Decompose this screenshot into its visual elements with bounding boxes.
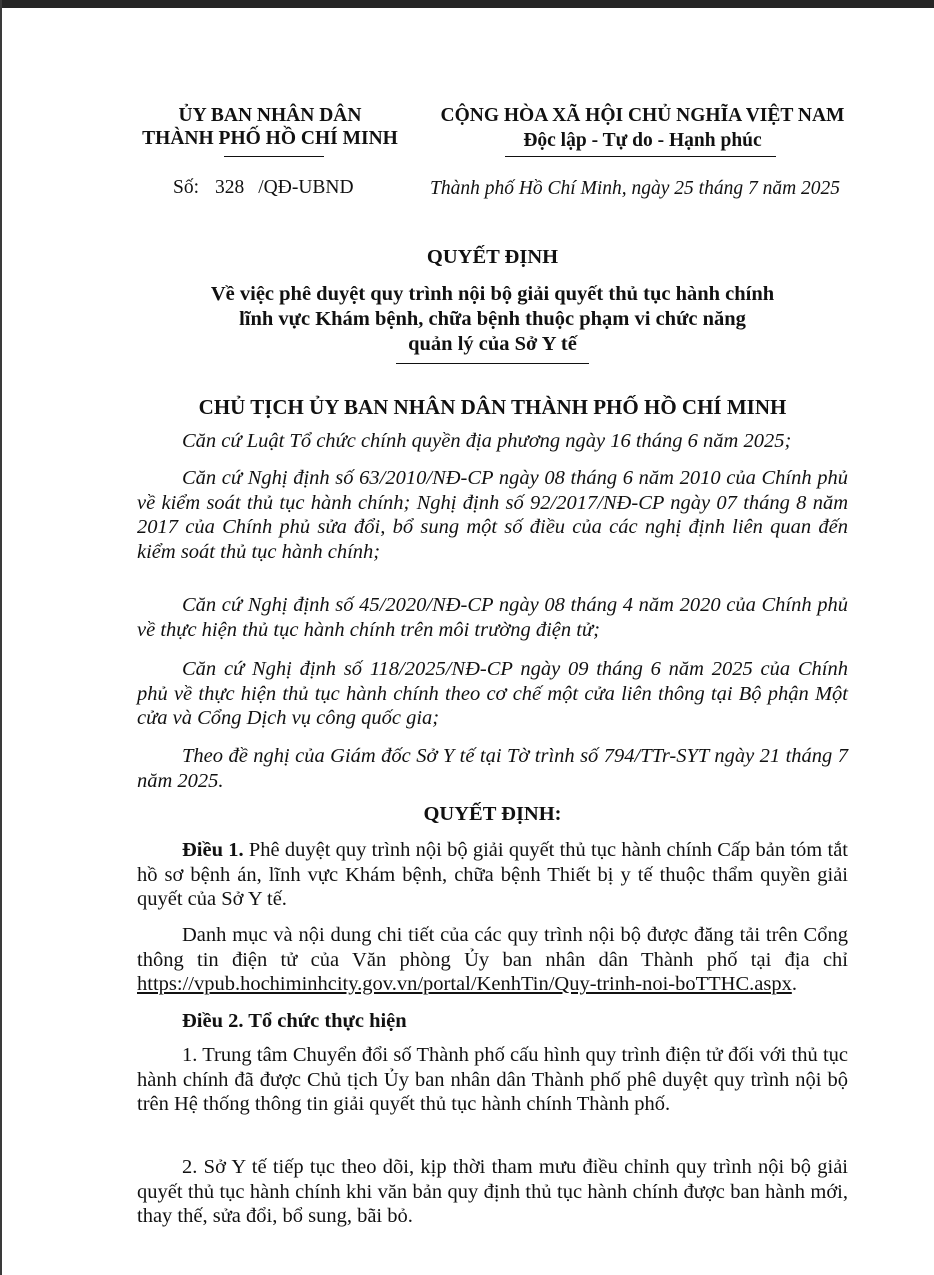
window-top-border	[0, 0, 934, 8]
subject-line-1: Về việc phê duyệt quy trình nội bộ giải quyết thủ tục hành chính	[210, 283, 775, 305]
doc-number: 328	[215, 177, 245, 198]
article-1-para2-text: Danh mục và nội dung chi tiết của các quy trình nội bộ được đăng tải trên Cổng thông tin điện tử của Văn phòng Ủy ban nhân dân Thành phố tại địa chỉ	[137, 924, 848, 971]
decision-heading: QUYẾT ĐỊNH:	[423, 803, 562, 825]
window-left-border	[0, 0, 2, 1275]
article-2-item-1: 1. Trung tâm Chuyển đổi số Thành phố cấu hình quy trình điện tử đối với thủ tục hành chính đã được Chủ tịch Ủy ban nhân dân Thành phố phê duyệt quy trình nội bộ trên Hệ thống thông tin giải quyết thủ tục hành chính Thành phố.	[137, 1044, 848, 1115]
article-1-text: Phê duyệt quy trình nội bộ giải quyết thủ tục hành chính Cấp bản tóm tắt hồ sơ bệnh án, lĩnh vực Khám bệnh, chữa bệnh Thiết bị y tế thuộc thẩm quyền giải quyết của Sở Y tế.	[137, 839, 848, 910]
preamble-item: Theo đề nghị của Giám đốc Sở Y tế tại Tờ trình số 794/TTr-SYT ngày 21 tháng 7 năm 2025.	[137, 745, 848, 792]
subject-line-3: quản lý của Sở Y tế	[408, 333, 577, 355]
place-date: Thành phố Hồ Chí Minh, ngày 25 tháng 7 năm 2025	[430, 178, 841, 199]
article-2-heading: Điều 2. Tổ chức thực hiện	[182, 1010, 407, 1032]
article-1	[137, 838, 848, 912]
document-title: QUYẾT ĐỊNH	[426, 246, 559, 268]
doc-number-suffix: /QĐ-UBND	[258, 177, 354, 198]
agency-name-line1: ỦY BAN NHÂN DÂN	[178, 105, 362, 126]
subject-line-2: lĩnh vực Khám bệnh, chữa bệnh thuộc phạm vi chức năng	[239, 308, 746, 330]
preamble-item: Căn cứ Nghị định số 63/2010/NĐ-CP ngày 08 tháng 6 năm 2010 của Chính phủ về kiểm soát thủ tục hành chính; Nghị định số 92/2017/NĐ-CP ngày 07 tháng 8 năm 2017 của Chính phủ sửa đổi, bổ sung một số điều của các nghị định liên quan đến kiểm soát thủ tục hành chính;	[137, 467, 848, 563]
article-1-label: Điều 1.	[182, 839, 244, 861]
agency-name-line2: THÀNH PHỐ HỒ CHÍ MINH	[142, 128, 398, 149]
article-1-paragraph-2	[137, 923, 848, 997]
nation-title: CỘNG HÒA XÃ HỘI CHỦ NGHĨA VIỆT NAM	[440, 105, 845, 126]
procedures-link[interactable]: https://vpub.hochiminhcity.gov.vn/portal/KenhTin/Quy-trinh-noi-boTTHC.aspx	[137, 973, 792, 995]
link-tail: .	[791, 973, 797, 995]
issuing-authority: CHỦ TỊCH ỦY BAN NHÂN DÂN THÀNH PHỐ HỒ CHÍ MINH	[198, 395, 787, 419]
motto-underline	[505, 156, 776, 157]
nation-motto: Độc lập - Tự do - Hạnh phúc	[523, 130, 762, 151]
agency-underline	[224, 156, 324, 157]
title-underline	[396, 363, 589, 364]
preamble-item: Căn cứ Nghị định số 118/2025/NĐ-CP ngày 09 tháng 6 năm 2025 của Chính phủ về thực hiện thủ tục hành chính theo cơ chế một cửa liên thông tại Bộ phận Một cửa và Cổng Dịch vụ công quốc gia;	[137, 658, 848, 729]
article-2-item-2: 2. Sở Y tế tiếp tục theo dõi, kịp thời tham mưu điều chỉnh quy trình nội bộ giải quyết thủ tục hành chính khi văn bản quy định thủ tục hành chính được ban hành mới, thay thế, sửa đổi, bổ sung, bãi bỏ.	[137, 1156, 848, 1227]
doc-number-line	[173, 177, 354, 199]
preamble-item: Căn cứ Luật Tổ chức chính quyền địa phương ngày 16 tháng 6 năm 2025;	[182, 430, 792, 452]
preamble-item: Căn cứ Nghị định số 45/2020/NĐ-CP ngày 08 tháng 4 năm 2020 của Chính phủ về thực hiện thủ tục hành chính trên môi trường điện tử;	[137, 594, 848, 641]
doc-number-label: Số:	[173, 177, 200, 198]
